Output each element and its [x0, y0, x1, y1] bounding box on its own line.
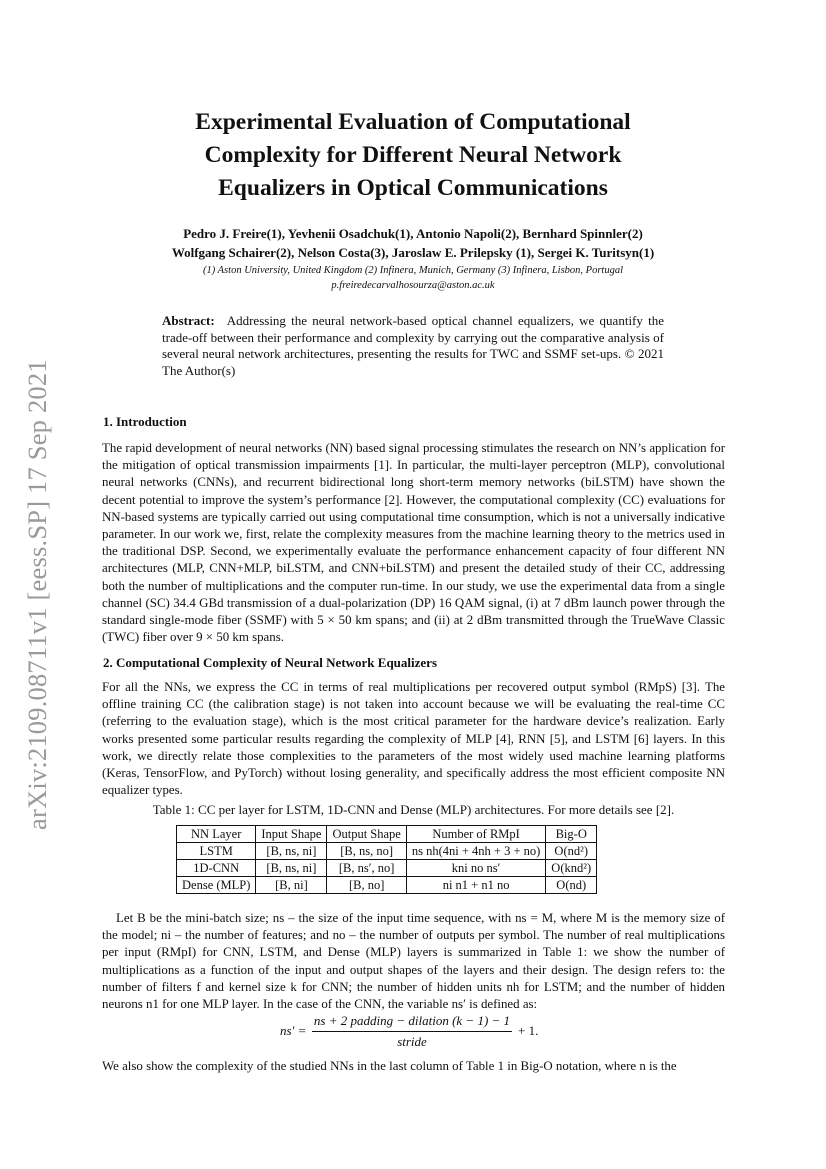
table-row	[177, 860, 597, 877]
table-cell: LSTM	[177, 843, 256, 860]
table-header-cell: Big-O	[546, 826, 597, 843]
equation-lhs: ns′ =	[280, 1023, 307, 1038]
table-cell: [B, ns, ni]	[256, 843, 327, 860]
equation-rhs: + 1.	[518, 1023, 539, 1038]
authors-line-2: Wolfgang Schairer(2), Nelson Costa(3), Jaroslaw E. Prilepsky (1), Sergei K. Turitsyn(1)	[171, 245, 655, 260]
paper-title	[100, 106, 726, 205]
table-header-cell: Number of RMpI	[406, 826, 545, 843]
table-header-cell: Input Shape	[256, 826, 327, 843]
table-cell: O(knd²)	[546, 860, 597, 877]
table-caption: Table 1: CC per layer for LSTM, 1D-CNN and Dense (MLP) architectures. For more details see [2].	[152, 802, 675, 817]
affiliation-line: (1) Aston University, United Kingdom (2) Infinera, Munich, Germany (3) Infinera, Lisbon, Portugal	[202, 265, 624, 276]
abstract-block	[162, 313, 664, 379]
arxiv-identifier: arXiv:2109.08711v1 [eess.SP] 17 Sep 2021	[22, 359, 52, 830]
section-heading-introduction: 1. Introduction	[103, 414, 187, 429]
table-cell: O(nd²)	[546, 843, 597, 860]
table-cell: kni no ns′	[406, 860, 545, 877]
authors-line-1: Pedro J. Freire(1), Yevhenii Osadchuk(1), Antonio Napoli(2), Bernhard Spinnler(2)	[183, 226, 643, 241]
arxiv-sidebar	[12, 330, 62, 830]
title-line-2: Complexity for Different Neural Network	[204, 142, 622, 168]
table-cell: [B, no]	[327, 877, 406, 894]
table-cell: Dense (MLP)	[177, 877, 256, 894]
equation-denominator: stride	[397, 1034, 427, 1049]
complexity-paragraph	[102, 679, 725, 799]
table-cell: [B, ni]	[256, 877, 327, 894]
abstract-label: Abstract:	[162, 313, 215, 328]
title-line-3: Equalizers in Optical Communications	[218, 175, 608, 201]
table-cell: 1D-CNN	[177, 860, 256, 877]
affiliations	[90, 263, 736, 293]
introduction-paragraph	[102, 440, 725, 646]
equation-numerator: ns + 2 padding − dilation (k − 1) − 1	[312, 1013, 512, 1032]
author-list	[90, 224, 736, 262]
complexity-text: For all the NNs, we express the CC in terms of real multiplications per recovered output symbol (RMpS) [3]. The offline training CC (the calibration stage) is not taken into account because we will be evaluating the real-time CC (referring to the evaluation stage), which is the most critical parameter for the hardware device’s realization. Early works presented some particular results regarding the complexity of MLP [4], RNN [5], and LSTM [6] layers. In this work, we directly relate those complexities to the parameters of the most widely used machine learning platforms (Keras, TensorFlow, and PyTorch) without losing generality, and specifically address the most efficient composite NN equalizer types.	[102, 680, 725, 798]
equation-fraction	[312, 1013, 512, 1050]
closing-paragraph	[102, 1058, 725, 1075]
table-cell: O(nd)	[546, 877, 597, 894]
closing-text: We also show the complexity of the studied NNs in the last column of Table 1 in Big-O notation, where n is the	[102, 1059, 677, 1073]
equation-ns-prime	[280, 1013, 600, 1051]
table-cell: [B, ns, ni]	[256, 860, 327, 877]
definitions-text: Let B be the mini-batch size; ns – the size of the input time sequence, with ns = M, where M is the memory size of the model; ni – the number of features; and no – the number of outputs per symbol. The number of real multiplications per input (RMpI) for CNN, LSTM, and Dense (MLP) layers is summarized in Table 1: we show the number of multiplications as a function of the input and output shapes of the layers and their design. The design refers to: the number of filters f and kernel size k for CNN; the number of hidden units nh for LSTM; and the number of hidden neurons n1 for one MLP layer. In the case of the CNN, the variable ns′ is defined as:	[102, 911, 725, 1012]
table-cell: ns nh(4ni + 4nh + 3 + no)	[406, 843, 545, 860]
table-row	[177, 877, 597, 894]
table-cell: ni n1 + n1 no	[406, 877, 545, 894]
complexity-table	[176, 825, 597, 894]
abstract-text: Addressing the neural network-based optical channel equalizers, we quantify the trade-off between their performance and complexity by carrying out the comparative analysis of several neural network architectures, presenting the results for TWC and SSMF set-ups. © 2021 The Author(s)	[162, 313, 664, 378]
section-heading-complexity: 2. Computational Complexity of Neural Network Equalizers	[103, 655, 438, 670]
title-line-1: Experimental Evaluation of Computational	[195, 109, 631, 135]
table-header-cell: NN Layer	[177, 826, 256, 843]
contact-email: p.freiredecarvalhosourza@aston.ac.uk	[331, 280, 495, 291]
table-cell: [B, ns′, no]	[327, 860, 406, 877]
definitions-paragraph	[102, 910, 725, 1013]
introduction-text: The rapid development of neural networks (NN) based signal processing stimulates the research on NN’s application for the mitigation of optical transmission impairments [1]. In particular, the multi-layer perceptron (MLP), convolutional neural networks (CNNs), and recurrent bidirectional long short-term memory networks (biLSTM) have shown the decent potential to improve the system’s performance [2]. However, the computational complexity (CC) evaluations for NN-based systems are typically carried out using computational time consumption, which is not a universally indicative parameter. In our work we, first, relate the complexity measures from the machine learning theory to the metrics used in the traditional DSP. Second, we experimentally evaluate the performance enhancement capacity of four different NN architectures (MLP, CNN+MLP, biLSTM, and CNN+biLSTM) and present the detailed study of their CC, addressing both the number of multiplications and the computer run-time. In our study, we use the experimental data from a single channel (SC) 34.4 GBd transmission of a dual-polarization (DP) 16 QAM signal, (i) at 7 dBm launch power through the standard single-mode fiber (SSMF) with 5 × 50 km spans; and (ii) at 2 dBm transmitted through the TrueWave Classic (TWC) fiber over 9 × 50 km spans.	[102, 441, 725, 645]
table-header-row	[177, 826, 597, 843]
table-row	[177, 843, 597, 860]
table-cell: [B, ns, no]	[327, 843, 406, 860]
table-header-cell: Output Shape	[327, 826, 406, 843]
